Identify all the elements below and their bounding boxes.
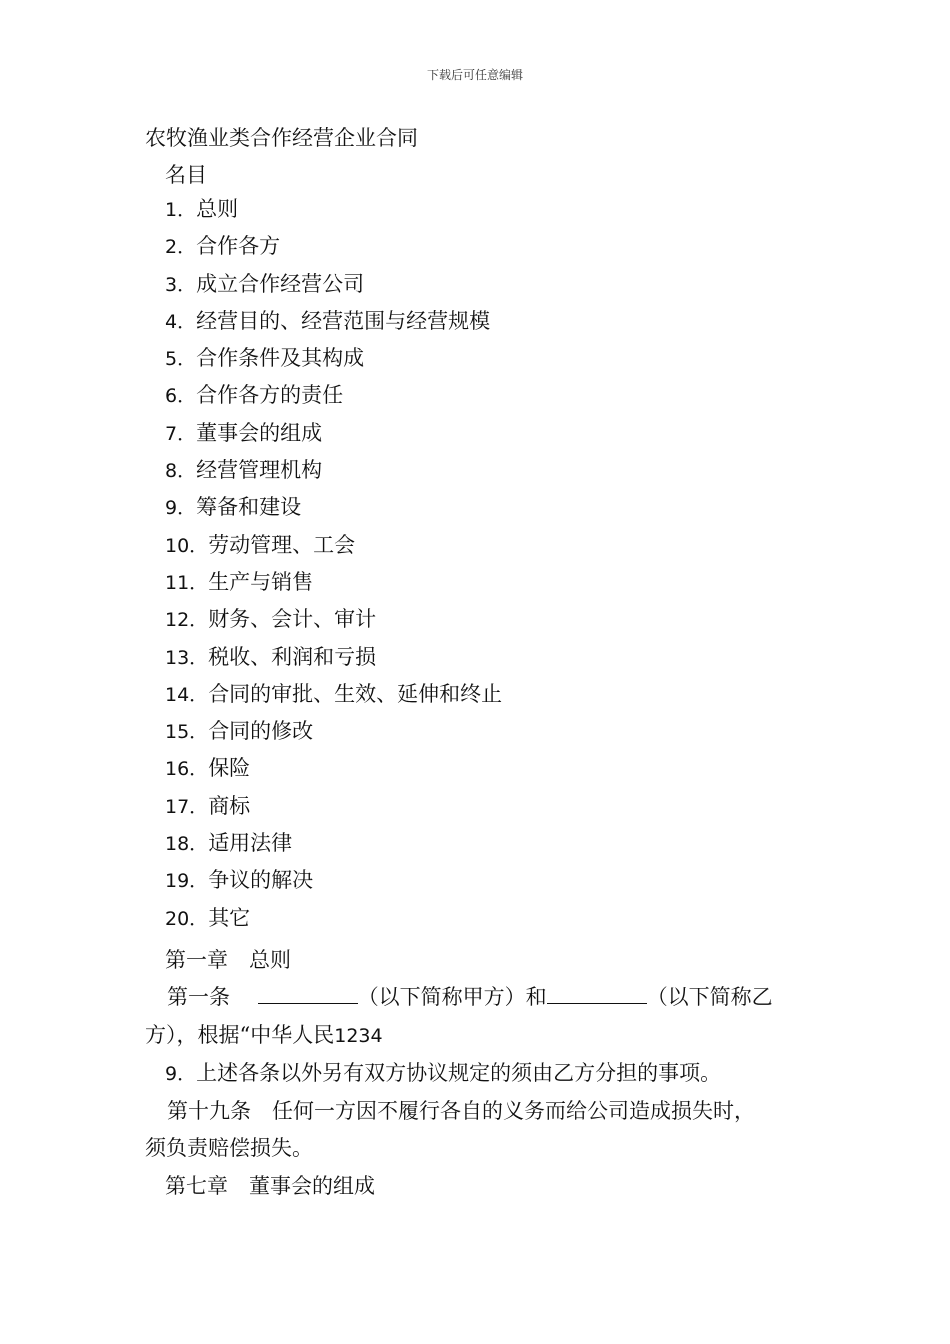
toc-item-number: 9． bbox=[165, 497, 197, 520]
toc-item-label: 财务、会计、审计 bbox=[208, 607, 377, 632]
toc-item-number: 20． bbox=[165, 907, 209, 930]
toc-item-number: 16． bbox=[165, 758, 209, 781]
article-1-label: 第一条 bbox=[167, 985, 230, 1010]
toc-item bbox=[165, 905, 502, 942]
toc-item-label: 税收、利润和亏损 bbox=[208, 644, 377, 669]
chapter-1-heading: 第一章 总则 bbox=[165, 948, 291, 972]
toc-item-number: 3． bbox=[165, 273, 197, 296]
toc-item-number: 13． bbox=[165, 646, 209, 669]
toc-item bbox=[165, 494, 502, 531]
toc-item bbox=[165, 308, 502, 345]
toc-item bbox=[165, 830, 502, 867]
toc-item-label: 争议的解决 bbox=[208, 868, 314, 893]
toc-item bbox=[165, 606, 502, 643]
toc-item-number: 2． bbox=[165, 236, 197, 259]
toc-item-label: 合作条件及其构成 bbox=[196, 346, 365, 371]
article-1-line-1 bbox=[145, 979, 810, 1016]
party-b-blank bbox=[547, 983, 647, 1004]
item-9 bbox=[145, 1055, 810, 1093]
toc-item bbox=[165, 457, 502, 494]
toc-item-label: 总则 bbox=[196, 197, 239, 221]
toc-item-number: 7． bbox=[165, 422, 197, 445]
article-1-text-b: （以下简称乙 bbox=[646, 985, 773, 1010]
toc-item-label: 保险 bbox=[208, 756, 251, 781]
toc-item bbox=[165, 867, 502, 904]
toc-item-label: 生产与销售 bbox=[208, 569, 314, 594]
toc-item-number: 11． bbox=[165, 571, 209, 594]
toc-item-number: 19． bbox=[165, 870, 209, 893]
party-a-blank bbox=[258, 983, 358, 1004]
toc-item-label: 合同的修改 bbox=[208, 719, 314, 744]
toc-item-label: 合同的审批、生效、延伸和终止 bbox=[208, 681, 503, 706]
toc-item-number: 6． bbox=[165, 385, 197, 408]
item-9-number: 9． bbox=[165, 1062, 197, 1085]
toc-item-label: 经营目的、经营范围与经营规模 bbox=[196, 308, 491, 333]
toc-item-number: 17． bbox=[165, 795, 209, 818]
toc-item bbox=[165, 345, 502, 382]
toc-item-number: 10． bbox=[165, 534, 209, 557]
chapter-7-heading: 第七章 董事会的组成 bbox=[165, 1173, 375, 1198]
toc-item-number: 4． bbox=[165, 310, 197, 333]
article-19-line-2: 须负责赔偿损失。 bbox=[145, 1136, 313, 1161]
toc-item-number: 18． bbox=[165, 833, 209, 856]
toc-item-label: 商标 bbox=[208, 793, 251, 818]
article-1-continuation: 方），根据“中华人民 bbox=[145, 1022, 335, 1047]
toc-item bbox=[165, 233, 502, 270]
article-1-continuation-num: 1234 bbox=[334, 1024, 383, 1047]
document-title: 农牧渔业类合作经营企业合同 bbox=[145, 126, 418, 150]
toc-item-number: 8． bbox=[165, 460, 197, 483]
toc-item bbox=[165, 644, 502, 681]
toc-item bbox=[165, 793, 502, 830]
toc-item-label: 董事会的组成 bbox=[196, 420, 323, 445]
header-note: 下载后可任意编辑 bbox=[426, 68, 523, 82]
toc-item bbox=[165, 569, 502, 606]
toc-item bbox=[165, 420, 502, 457]
toc-item-label: 经营管理机构 bbox=[196, 458, 323, 483]
toc-item-number: 12． bbox=[165, 609, 209, 632]
toc-item bbox=[165, 681, 502, 718]
toc-item bbox=[165, 718, 502, 755]
table-of-contents bbox=[165, 196, 502, 942]
toc-item bbox=[165, 271, 502, 308]
toc-item-label: 其它 bbox=[208, 905, 251, 930]
toc-item-label: 适用法律 bbox=[208, 831, 293, 856]
toc-item bbox=[165, 755, 502, 792]
toc-item-label: 成立合作经营公司 bbox=[196, 271, 365, 296]
item-9-text: 上述各条以外另有双方协议规定的须由乙方分担的事项。 bbox=[196, 1060, 722, 1085]
toc-item-label: 合作各方 bbox=[196, 234, 281, 259]
document-body bbox=[145, 942, 810, 1205]
article-1-line-2 bbox=[145, 1017, 810, 1055]
toc-item-number: 15． bbox=[165, 721, 209, 744]
toc-item-label: 合作各方的责任 bbox=[196, 383, 344, 408]
article-19-line-1: 第十九条 任何一方因不履行各自的义务而给公司造成损失时， bbox=[167, 1099, 755, 1124]
toc-item-number: 5． bbox=[165, 348, 197, 371]
toc-item-number: 14． bbox=[165, 683, 209, 706]
toc-item-number: 1． bbox=[165, 199, 197, 221]
toc-item bbox=[165, 196, 502, 233]
toc-heading: 名目 bbox=[165, 163, 207, 187]
toc-item-label: 劳动管理、工会 bbox=[208, 532, 356, 557]
toc-item bbox=[165, 532, 502, 569]
article-1-text-a: （以下简称甲方）和 bbox=[357, 985, 547, 1010]
toc-item-label: 筹备和建设 bbox=[196, 495, 302, 520]
toc-item bbox=[165, 382, 502, 419]
